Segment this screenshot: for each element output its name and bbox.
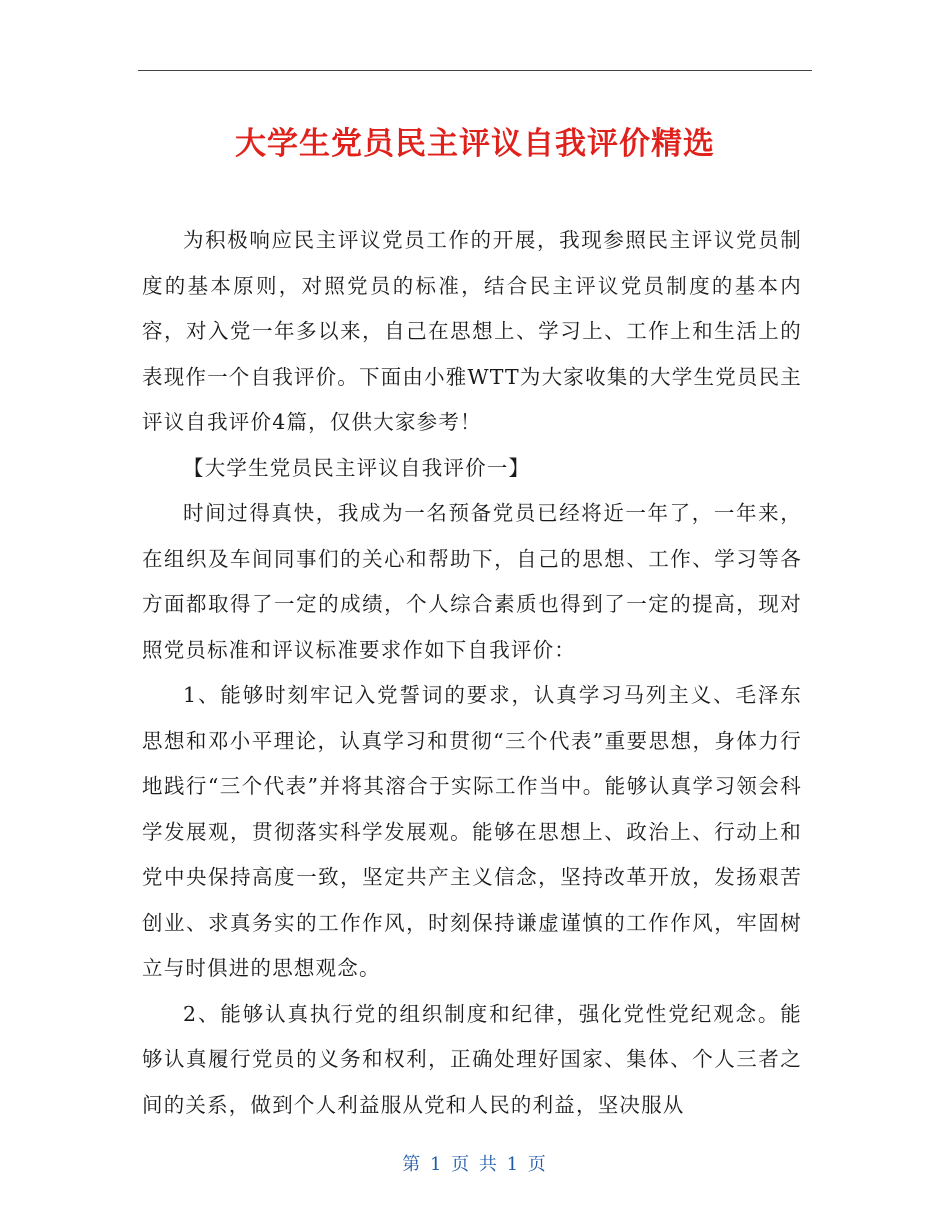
body-paragraph: 时间过得真快，我成为一名预备党员已经将近一年了，一年来，在组织及车间同事们的关心和帮助下，自己的思想、工作、学习等各方面都取得了一定的成绩，个人综合素质也得到了一定的提高，现对照党员标准和评议标准要求作如下自我评价： [142,501,802,662]
document-body [142,218,802,1128]
section-heading: 【大学生党员民主评议自我评价一】 [183,455,531,480]
intro-paragraph: 为积极响应民主评议党员工作的开展，我现参照民主评议党员制度的基本原则，对照党员的标准，结合民主评议党员制度的基本内容，对入党一年多以来，自己在思想上、学习上、工作上和生活上的表现作一个自我评价。下面由小雅WTT为大家收集的大学生党员民主评议自我评价4篇，仅供大家参考！ [142,228,802,434]
page-footer: 第 1 页 共 1 页 [402,1154,548,1175]
body-paragraph: 2、能够认真执行党的组织制度和纪律，强化党性党纪观念。能够认真履行党员的义务和权利，正确处理好国家、集体、个人三者之间的关系，做到个人利益服从党和人民的利益，坚决服从 [142,1001,802,1117]
header-rule [138,70,812,71]
document-title: 大学生党员民主评议自我评价精选 [235,126,715,162]
body-paragraph: 1、能够时刻牢记入党誓词的要求，认真学习马列主义、毛泽东思想和邓小平理论，认真学习和贯彻“三个代表”重要思想，身体力行地践行“三个代表”并将其溶合于实际工作当中。能够认真学习领会科学发展观，贯彻落实科学发展观。能够在思想上、政治上、行动上和党中央保持高度一致，坚定共产主义信念，坚持改革开放，发扬艰苦创业、求真务实的工作作风，时刻保持谦虚谨慎的工作作风，牢固树立与时俱进的思想观念。 [142,683,802,980]
